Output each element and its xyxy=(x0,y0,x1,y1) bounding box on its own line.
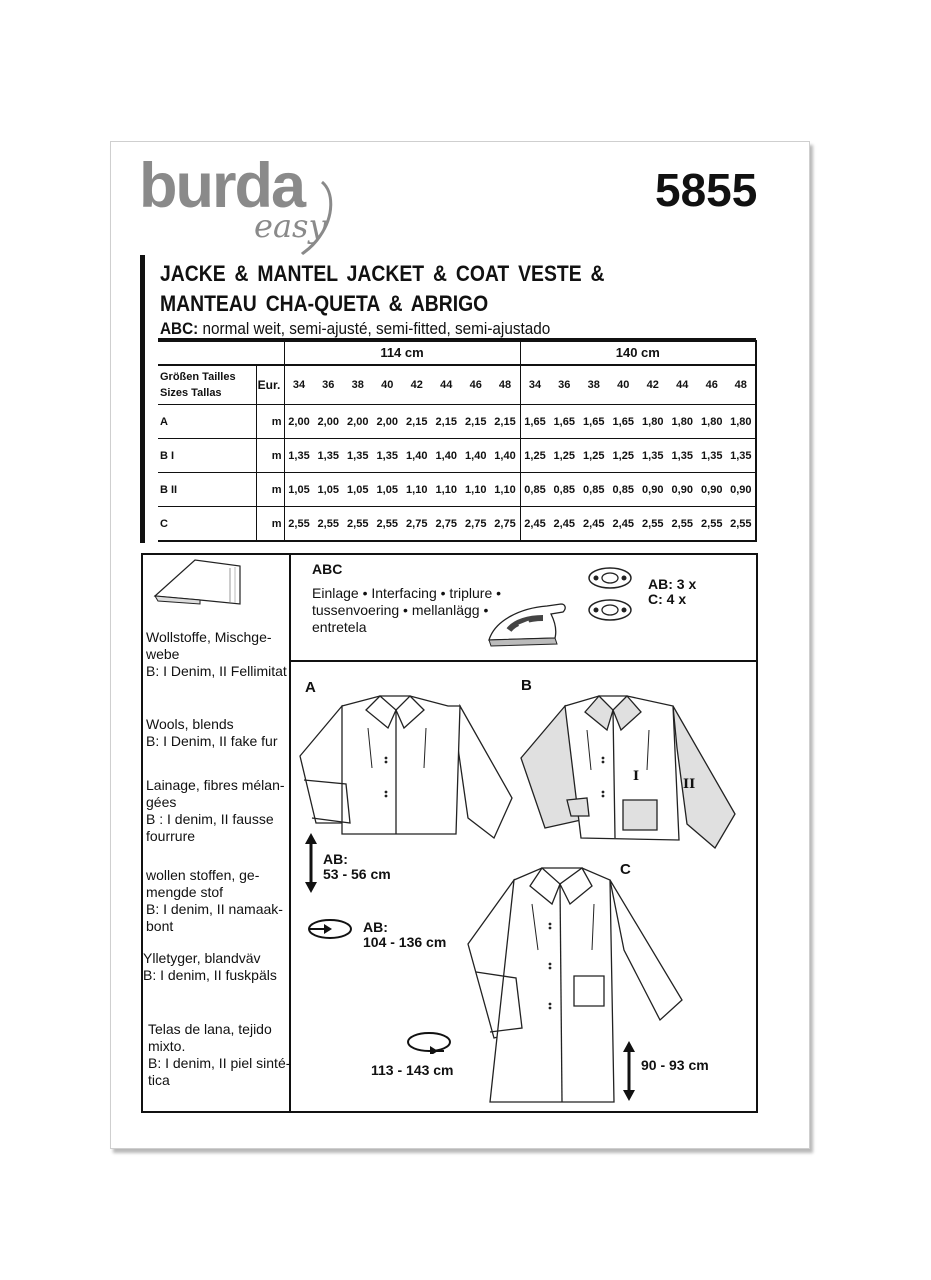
fabric-de xyxy=(146,629,290,680)
fabric-line: B: I Denim, II fake fur xyxy=(146,733,278,749)
size-header: 48 xyxy=(727,365,757,405)
brand-sub-logo: easy xyxy=(254,207,327,245)
jacket-a-drawing xyxy=(298,688,520,848)
interfacing-line: tussenvoering • mellanlägg • xyxy=(312,602,489,618)
yardage-cell: 2,55 xyxy=(697,507,727,542)
interfacing-line: Einlage • Interfacing • triplure • xyxy=(312,585,502,601)
yardage-cell: 1,05 xyxy=(373,473,403,507)
size-header: 46 xyxy=(469,379,482,391)
size-header: 46 xyxy=(705,379,718,391)
snap-fastener-icon xyxy=(586,566,636,624)
fabric-es xyxy=(148,1021,292,1089)
fabric-line: tica xyxy=(148,1072,170,1088)
yardage-cell: 0,90 xyxy=(697,473,727,507)
title-accent-bar xyxy=(140,255,145,543)
yardage-cell: 2,15 xyxy=(491,405,521,439)
yardage-cell: 0,90 xyxy=(638,473,668,507)
fabric-line: Ylletyger, blandväv xyxy=(143,950,261,966)
yardage-cell: 0,90 xyxy=(727,473,757,507)
yardage-row xyxy=(158,507,756,542)
yardage-cell: 1,35 xyxy=(343,439,373,473)
yardage-cell: 1,40 xyxy=(461,439,491,473)
yardage-cell: 1,80 xyxy=(668,405,698,439)
yardage-cell: 0,85 xyxy=(609,473,639,507)
yardage-cell: 1,35 xyxy=(284,439,314,473)
fabric-line: mengde stof xyxy=(146,884,224,900)
row-view-label: C xyxy=(158,507,256,542)
yardage-cell: 0,85 xyxy=(579,473,609,507)
yardage-table xyxy=(158,340,757,542)
size-header: 44 xyxy=(676,379,689,391)
yardage-cell: 2,75 xyxy=(432,507,462,542)
snaps-c: C: 4 x xyxy=(648,591,687,607)
yardage-cell: 2,75 xyxy=(491,507,521,542)
yardage-cell: 2,00 xyxy=(373,405,403,439)
yardage-cell: 1,35 xyxy=(727,439,757,473)
size-header: 38 xyxy=(351,379,364,391)
yardage-cell: 1,25 xyxy=(579,439,609,473)
snaps-ab: AB: 3 x xyxy=(648,576,697,592)
yardage-cell: 2,55 xyxy=(343,507,373,542)
fabric-line: webe xyxy=(146,646,180,662)
yardage-cell: 2,55 xyxy=(284,507,314,542)
fabric-line: Wools, blends xyxy=(146,716,234,732)
yardage-cell: 2,75 xyxy=(461,507,491,542)
size-header: 36 xyxy=(322,379,335,391)
fabric-line: B: I denim, II piel sinté- xyxy=(148,1055,291,1071)
yardage-cell: 1,25 xyxy=(550,439,580,473)
eur-label: Eur. xyxy=(256,365,284,405)
notions-views: ABC xyxy=(312,561,343,577)
row-view-label: B I xyxy=(158,439,256,473)
yardage-cell: 0,85 xyxy=(520,473,550,507)
fabric-line: B: I denim, II fuskpäls xyxy=(143,967,277,983)
view-c-label: C xyxy=(620,861,631,878)
yardage-row xyxy=(158,439,756,473)
ab-width-label: AB: xyxy=(363,919,388,935)
row-view-label: A xyxy=(158,405,256,439)
yardage-cell: 2,55 xyxy=(727,507,757,542)
yardage-cell: 2,00 xyxy=(284,405,314,439)
row-unit: m xyxy=(256,405,284,439)
yardage-cell: 0,85 xyxy=(550,473,580,507)
fabric-line: B: I Denim, II Fellimitat xyxy=(146,663,287,679)
yardage-cell: 1,65 xyxy=(579,405,609,439)
iron-icon xyxy=(485,592,570,650)
yardage-cell: 1,40 xyxy=(402,439,432,473)
view-b-label: B xyxy=(521,677,532,694)
fabric-line: Telas de lana, tejido xyxy=(148,1021,272,1037)
size-label-line1: Größen Tailles xyxy=(160,371,236,383)
yardage-cell: 1,80 xyxy=(638,405,668,439)
length-arrow-icon xyxy=(304,832,318,894)
size-header: 38 xyxy=(587,379,600,391)
yardage-cell: 2,45 xyxy=(520,507,550,542)
yardage-cell: 2,75 xyxy=(402,507,432,542)
yardage-cell: 1,35 xyxy=(638,439,668,473)
yardage-cell: 1,65 xyxy=(520,405,550,439)
fabric-line: wollen stoffen, ge- xyxy=(146,867,260,883)
snap-quantities xyxy=(648,577,696,607)
interfacing-text xyxy=(312,585,512,636)
fabric-en xyxy=(146,716,290,750)
row-unit: m xyxy=(256,473,284,507)
yardage-cell: 2,00 xyxy=(314,405,344,439)
yardage-cell: 1,10 xyxy=(432,473,462,507)
fabric-line: gées xyxy=(146,794,177,810)
ab-width xyxy=(363,920,446,950)
yardage-cell: 1,05 xyxy=(314,473,344,507)
garment-title: JACKE & MANTEL JACKET & COAT VESTE & MANTEAU CHA-QUETA & ABRIGO xyxy=(160,261,605,316)
size-label xyxy=(158,365,256,405)
yardage-cell: 1,10 xyxy=(461,473,491,507)
size-header: 40 xyxy=(617,379,630,391)
size-header: 44 xyxy=(440,379,453,391)
ab-length-value: 53 - 56 cm xyxy=(323,866,391,882)
yardage-cell: 2,55 xyxy=(638,507,668,542)
view-b-part-1: I xyxy=(633,769,640,784)
yardage-cell: 1,80 xyxy=(697,405,727,439)
yardage-cell: 2,45 xyxy=(609,507,639,542)
yardage-cell: 2,55 xyxy=(314,507,344,542)
size-header: 40 xyxy=(381,379,394,391)
yardage-cell: 2,15 xyxy=(432,405,462,439)
size-header: 34 xyxy=(520,365,550,405)
c-width: 113 - 143 cm xyxy=(371,1062,454,1078)
yardage-cell: 1,35 xyxy=(668,439,698,473)
fabric-line: B: I denim, II namaak- xyxy=(146,901,283,917)
box-divider-horizontal xyxy=(290,660,756,662)
yardage-cell: 0,90 xyxy=(668,473,698,507)
width-140-header: 140 cm xyxy=(520,340,756,365)
yardage-cell: 2,45 xyxy=(579,507,609,542)
fabric-line: Wollstoffe, Mischge- xyxy=(146,629,272,645)
logo-swirl-icon xyxy=(300,178,340,258)
c-length: 90 - 93 cm xyxy=(641,1057,709,1073)
yardage-cell: 1,35 xyxy=(373,439,403,473)
yardage-cell: 2,15 xyxy=(402,405,432,439)
fabric-line: mixto. xyxy=(148,1038,186,1054)
brand-logo: burda xyxy=(139,151,305,221)
yardage-cell: 2,55 xyxy=(668,507,698,542)
size-header: 42 xyxy=(410,379,423,391)
interfacing-line: entretela xyxy=(312,619,367,635)
view-a-label: A xyxy=(305,679,316,696)
yardage-cell: 1,80 xyxy=(727,405,757,439)
yardage-row xyxy=(158,405,756,439)
ab-length xyxy=(323,852,391,882)
row-unit: m xyxy=(256,507,284,542)
length-arrow-icon xyxy=(622,1040,636,1102)
row-unit: m xyxy=(256,439,284,473)
fabric-nl xyxy=(146,867,290,935)
size-header: 34 xyxy=(284,365,314,405)
fit-text: normal weit, semi-ajusté, semi-fitted, semi-ajustado xyxy=(198,319,551,338)
yardage-cell: 1,05 xyxy=(284,473,314,507)
size-header: 42 xyxy=(646,379,659,391)
fabric-line: fourrure xyxy=(146,828,196,844)
yardage-cell: 1,25 xyxy=(609,439,639,473)
yardage-cell: 1,35 xyxy=(314,439,344,473)
fit-views: ABC: xyxy=(160,319,199,338)
fabric-line: bont xyxy=(146,918,174,934)
yardage-row xyxy=(158,473,756,507)
yardage-cell: 1,65 xyxy=(550,405,580,439)
width-circle-icon xyxy=(404,1030,454,1054)
yardage-cell: 1,35 xyxy=(697,439,727,473)
size-label-line2: Sizes Tallas xyxy=(160,387,222,399)
fabric-bolt-icon xyxy=(150,556,246,608)
yardage-cell: 1,65 xyxy=(609,405,639,439)
fabric-sv xyxy=(143,950,287,984)
yardage-cell: 2,45 xyxy=(550,507,580,542)
fit-description xyxy=(160,319,550,339)
yardage-cell: 2,00 xyxy=(343,405,373,439)
fabric-line: Lainage, fibres mélan- xyxy=(146,777,285,793)
yardage-cell: 1,40 xyxy=(432,439,462,473)
pattern-number: 5855 xyxy=(655,164,758,216)
fabric-line: B : I denim, II fausse xyxy=(146,811,274,827)
yardage-cell: 1,10 xyxy=(402,473,432,507)
yardage-cell: 1,05 xyxy=(343,473,373,507)
row-view-label: B II xyxy=(158,473,256,507)
yardage-cell: 1,10 xyxy=(491,473,521,507)
width-circle-icon xyxy=(306,917,354,941)
yardage-cell: 2,55 xyxy=(373,507,403,542)
jacket-b-drawing xyxy=(515,688,740,853)
size-header: 36 xyxy=(558,379,571,391)
size-header: 48 xyxy=(498,379,512,391)
width-114-header: 114 cm xyxy=(284,340,520,365)
yardage-cell: 1,40 xyxy=(491,439,521,473)
yardage-cell: 2,15 xyxy=(461,405,491,439)
fabric-fr xyxy=(146,777,290,845)
view-b-part-2: II xyxy=(683,777,696,792)
ab-length-label: AB: xyxy=(323,851,348,867)
ab-width-value: 104 - 136 cm xyxy=(363,934,447,950)
yardage-cell: 1,25 xyxy=(520,439,550,473)
